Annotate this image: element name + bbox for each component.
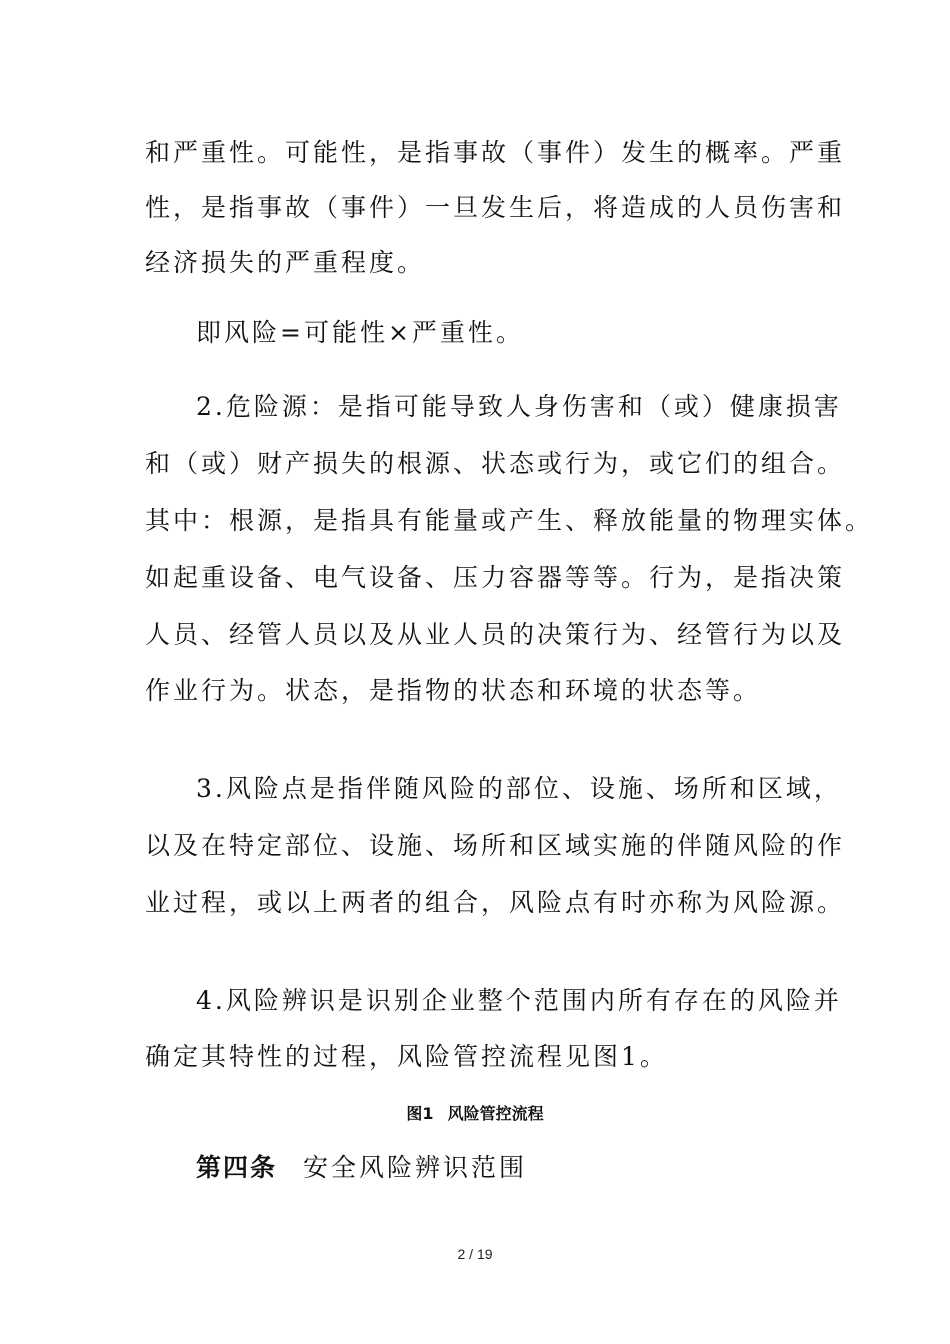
paragraph-line: 以及在特定部位、设施、场所和区域实施的伴随风险的作 bbox=[145, 831, 846, 860]
page-number: 2 / 19 bbox=[457, 1246, 493, 1262]
paragraph-line: 人员、经管人员以及从业人员的决策行为、经管行为以及 bbox=[145, 620, 846, 649]
paragraph-line: 业过程，或以上两者的组合，风险点有时亦称为风险源。 bbox=[145, 888, 846, 917]
paragraph-line: 3.风险点是指伴随风险的部位、设施、场所和区域， bbox=[196, 774, 842, 803]
paragraph-line: 和（或）财产损失的根源、状态或行为，或它们的组合。 bbox=[145, 449, 846, 478]
figure-title: 风险管控流程 bbox=[447, 1104, 544, 1123]
article-number: 第四条 bbox=[196, 1153, 278, 1182]
figure-caption bbox=[0, 1102, 950, 1126]
paragraph-line: 确定其特性的过程，风险管控流程见图1。 bbox=[145, 1042, 668, 1071]
paragraph-line: 2.危险源：是指可能导致人身伤害和（或）健康损害 bbox=[196, 392, 842, 421]
paragraph-line: 和严重性。可能性，是指事故（事件）发生的概率。严重 bbox=[145, 138, 846, 167]
paragraph-line: 性，是指事故（事件）一旦发生后，将造成的人员伤害和 bbox=[145, 193, 846, 222]
article-title: 安全风险辨识范围 bbox=[303, 1153, 528, 1182]
article-heading bbox=[196, 1150, 527, 1186]
paragraph-line: 其中：根源，是指具有能量或产生、释放能量的物理实体。 bbox=[145, 506, 874, 535]
paragraph-line: 如起重设备、电气设备、压力容器等等。行为，是指决策 bbox=[145, 563, 846, 592]
paragraph-line: 4.风险辨识是识别企业整个范围内所有存在的风险并 bbox=[196, 986, 842, 1015]
risk-formula: 即风险=可能性×严重性。 bbox=[196, 318, 524, 347]
paragraph-line: 经济损失的严重程度。 bbox=[145, 248, 426, 277]
paragraph-line: 作业行为。状态，是指物的状态和环境的状态等。 bbox=[145, 676, 762, 705]
figure-number: 图1 bbox=[406, 1104, 434, 1123]
